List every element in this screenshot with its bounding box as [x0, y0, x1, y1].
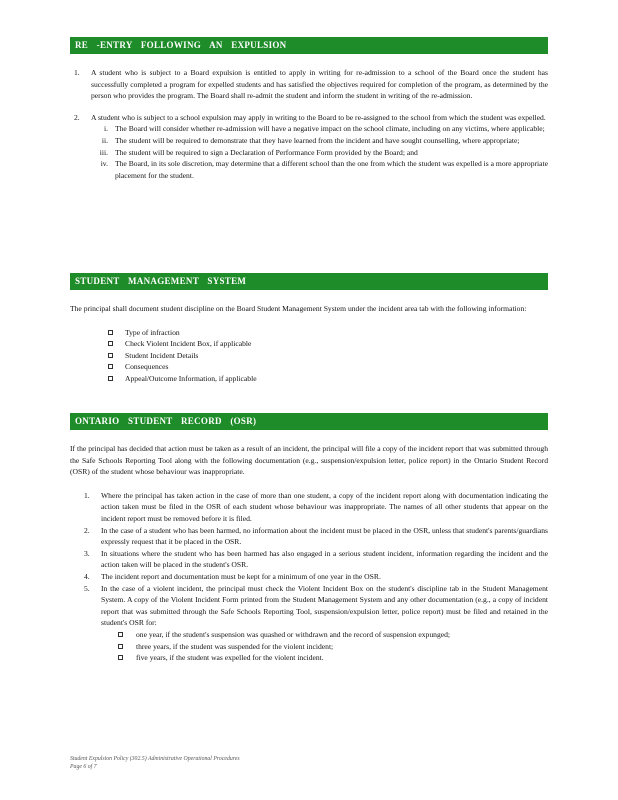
list-item [70, 67, 548, 102]
bullet-item: Check Violent Incident Box, if applicable [70, 338, 548, 350]
sub-item: iii. The student will be required to sign a Declaration of Performance Form provided by the Board; and [99, 147, 418, 157]
bullet-square-icon [118, 644, 123, 649]
list-item: 4. The incident report and documentation must be kept for a minimum of one year in the OSR. [84, 571, 381, 581]
sms-block [70, 303, 548, 385]
bullet-square-icon [108, 353, 113, 358]
bullet-square-icon [118, 632, 123, 637]
item-number: 2. [74, 112, 80, 122]
bullet-item: Student Incident Details [70, 350, 548, 362]
sub-item: ii. The student will be required to demonstrate that they have learned from the incident and have sought counselling, where appropriate; [101, 135, 520, 145]
page-footer [70, 755, 240, 771]
bullet-item: three years, if the student was suspended for the violent incident; [70, 641, 548, 653]
spacer [70, 102, 548, 112]
osr-block [70, 443, 548, 664]
section-header-osr: ONTARIO STUDENT RECORD (OSR) [70, 413, 548, 430]
item-text: A student who is subject to a school expulsion may apply in writing to the Board to be re-assigned to the school from which the student was expelled. [91, 112, 546, 122]
sub-item: i. The Board will consider whether re-admission will have a negative impact on the school climate, including on any victims, where applicable; [103, 124, 545, 134]
bullet-square-icon [108, 364, 113, 369]
list-item: 3. In situations where the student who has been harmed has also engaged in a serious student incident, information regarding the incident and the action taken will be placed in the student's OSR. [84, 548, 548, 570]
footer-page-number: Page 6 of 7 [70, 764, 97, 770]
bullet-item: five years, if the student was expelled for the violent incident. [70, 652, 548, 664]
bullet-square-icon [108, 341, 113, 346]
osr-intro: If the principal has decided that action must be taken as a result of an incident, the principal will file a copy of the incident report that was submitted through the Safe Schools Reporting Tool along with the following documentation (e.g., suspension/expulsion letter, police report) in the Ontario Student Record (OSR) of the student whose behaviour was inappropriate. [70, 444, 548, 477]
reentry-list [70, 67, 548, 181]
bullet-square-icon [108, 376, 113, 381]
bullet-item: Type of infraction [70, 327, 548, 339]
bullet-square-icon [108, 330, 113, 335]
osr-retention-bullets [70, 629, 548, 664]
bullet-item: one year, if the student's suspension was quashed or withdrawn and the record of suspension expunged; [70, 629, 548, 641]
sub-list [70, 123, 548, 181]
section-header-sms: STUDENT MANAGEMENT SYSTEM [70, 273, 548, 290]
list-item [70, 112, 548, 182]
footer-title: Student Expulsion Policy (302.5) Administrative Operational Procedures [70, 756, 240, 762]
section-header-reentry: RE -ENTRY FOLLOWING AN EXPULSION [70, 37, 548, 54]
item-text: A student who is subject to a Board expulsion is entitled to apply in writing for re-admission to a school of the Board once the student has successfully completed a program for expelled students and has satisfied the objectives required for completion of the program, as determined by the person who provides the program. The Board shall re-admit the student and inform the student in writing of the re-admission. [91, 68, 548, 101]
item-number: 1. [74, 68, 80, 77]
bullet-item: Consequences [70, 361, 548, 373]
osr-list [80, 490, 548, 664]
sms-bullets [70, 327, 548, 385]
bullet-item: Appeal/Outcome Information, if applicable [70, 373, 548, 385]
sms-intro: The principal shall document student discipline on the Board Student Management System under the incident area tab with the following information: [70, 304, 527, 313]
list-item: 1. Where the principal has taken action in the case of more than one student, a copy of the incident report along with documentation indicating the action taken must be filed in the OSR of each student whose behaviour was inappropriate. The names of all other students that appear on the incident report must be removed before it is filed. [84, 490, 548, 523]
list-item: 5. In the case of a violent incident, the principal must check the Violent Incident Box on the student's discipline tab in the Student Management System. A copy of the Violent Incident Form printed from the Student Management System and any other documentation (e.g., a copy of incident report that was submitted through the Safe Schools Reporting Tool, suspension/expulsion letter, police report) must be filed and retained in the student's OSR for: one year, if the student's suspension was quashed or withdrawn and the record of suspension expunged; three years, if the student was suspended for the violent incident; five years, if the student was expelled for the violent incident. [80, 583, 548, 664]
list-item: 2. In the case of a student who has been harmed, no information about the incident must be placed in the OSR, unless that student's parents/guardians expressly request that it be placed in the OSR. [84, 525, 548, 547]
sub-item: iv. The Board, in its sole discretion, may determine that a different school than the one from which the student was expelled is a more appropriate placement for the student. [100, 159, 548, 180]
bullet-square-icon [118, 655, 123, 660]
